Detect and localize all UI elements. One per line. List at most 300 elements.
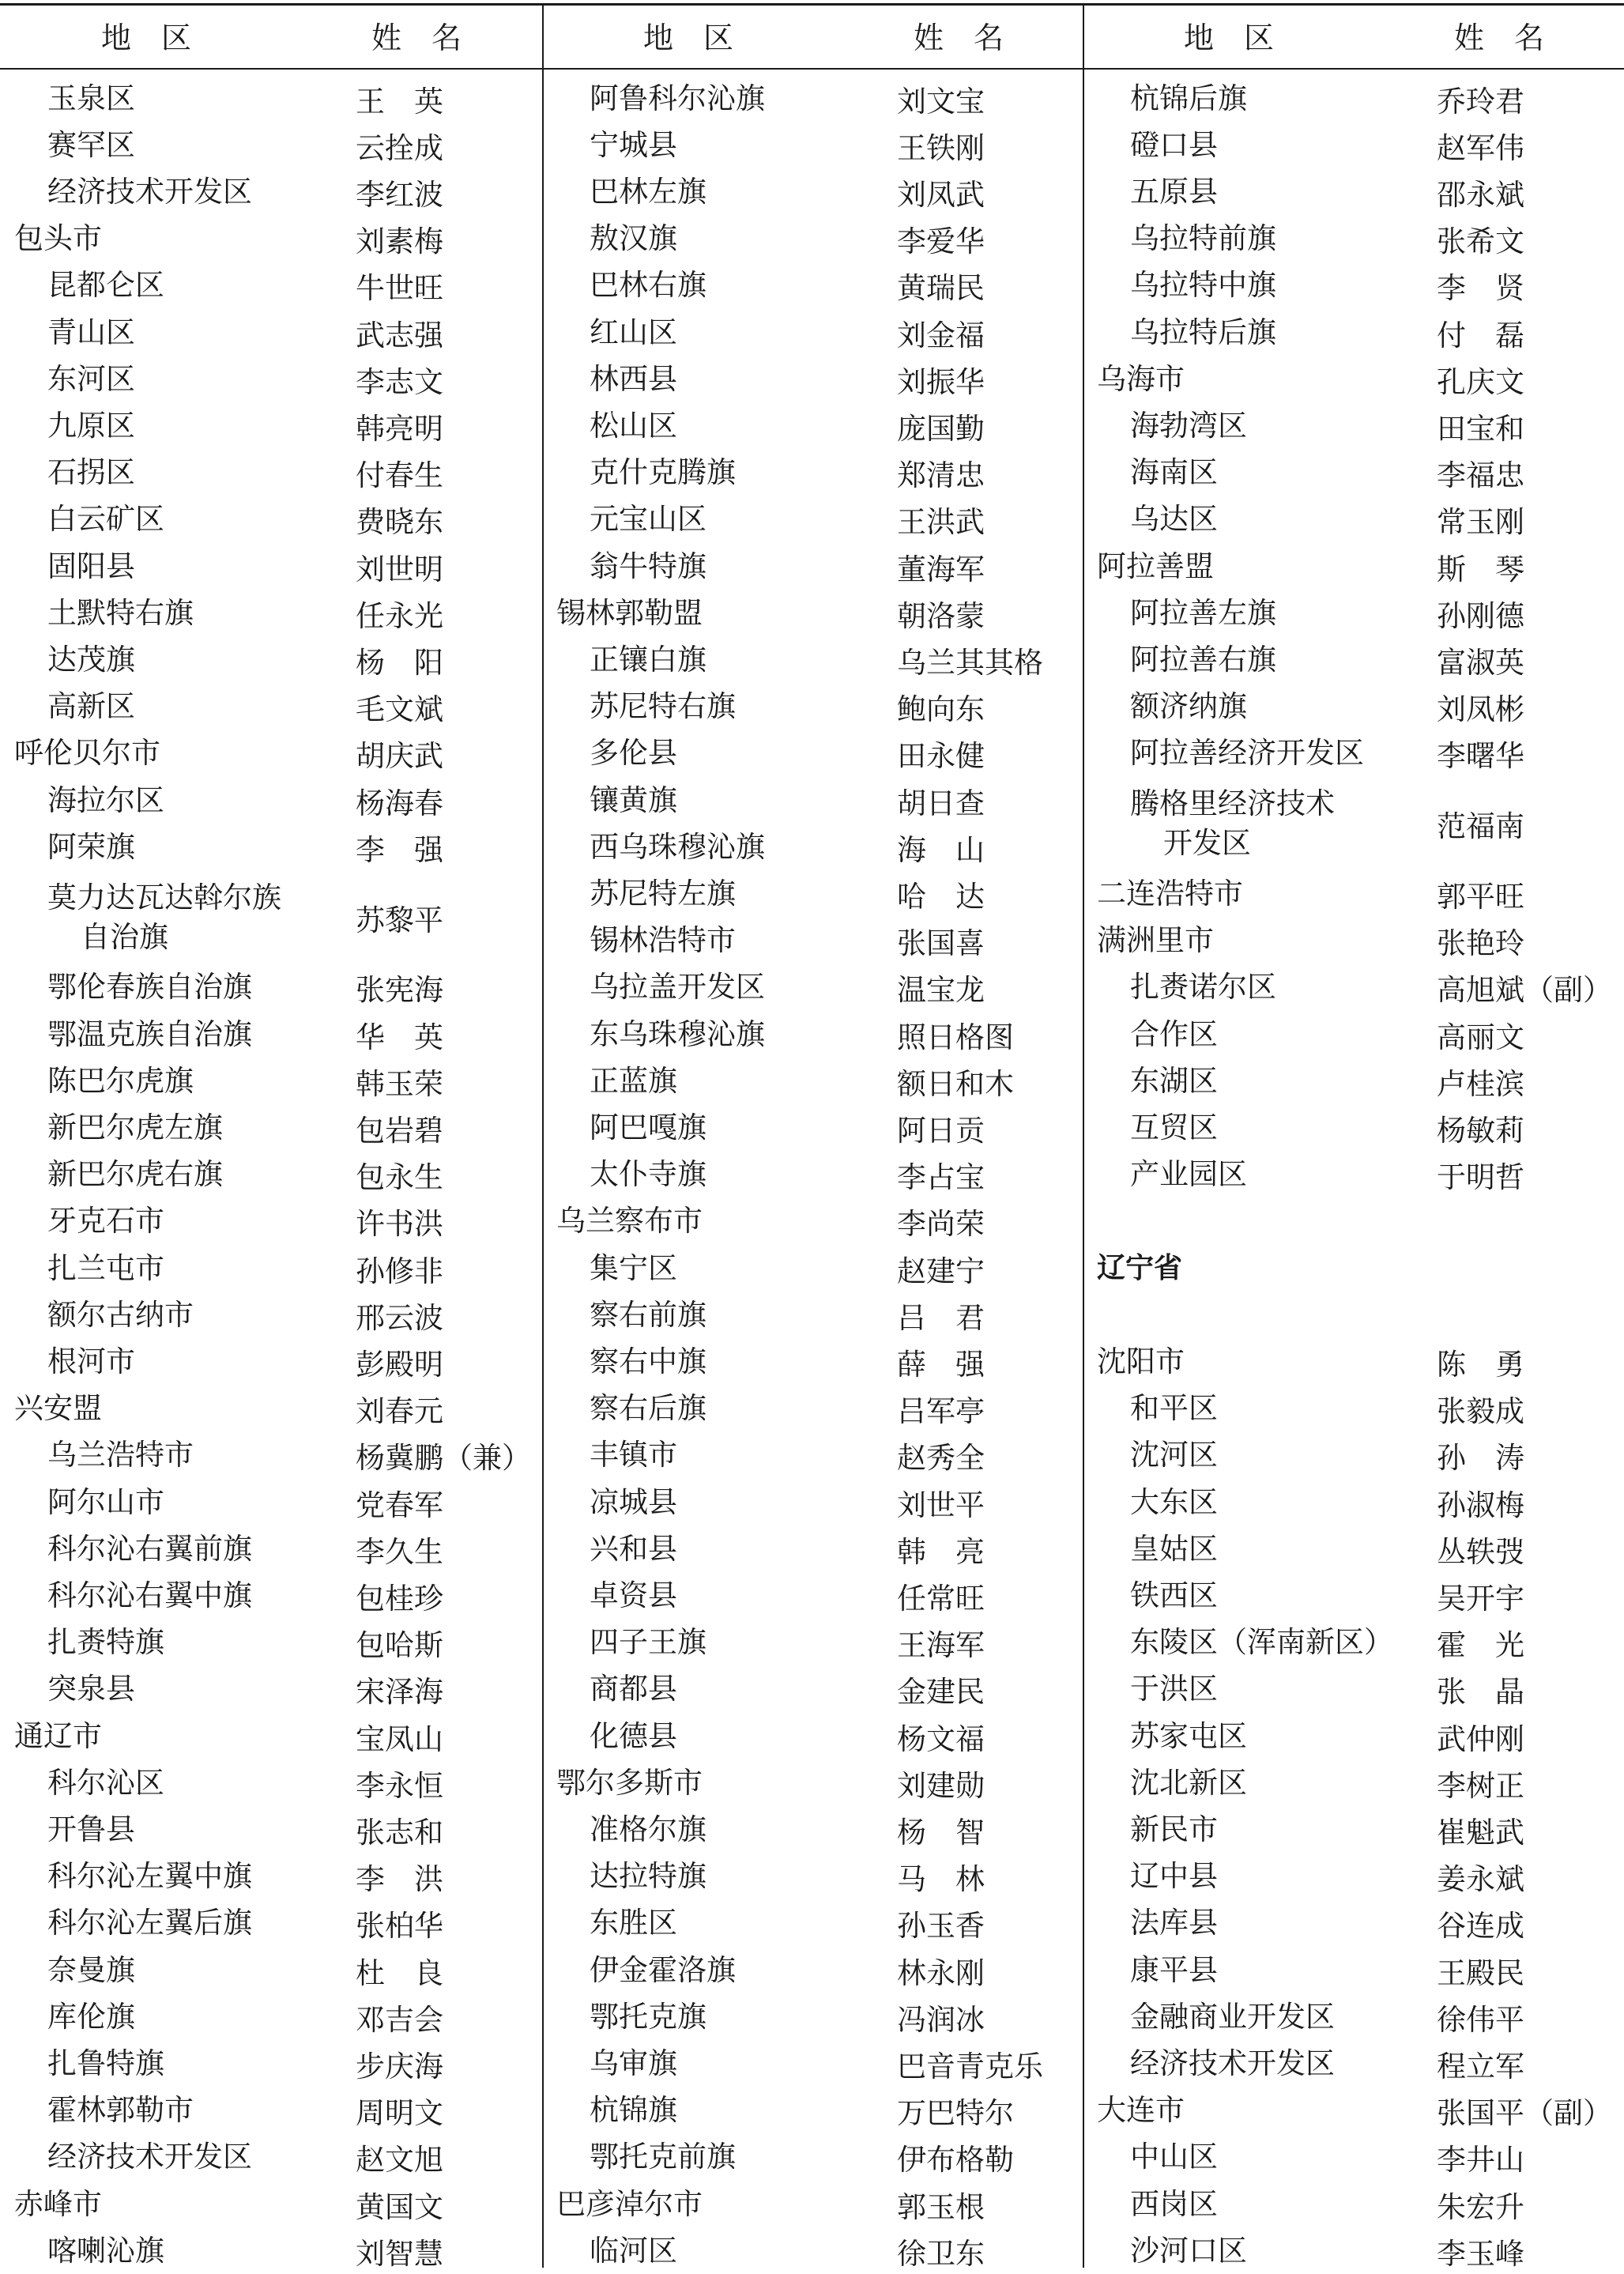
name-cell: 万巴特尔 <box>897 2096 1014 2131</box>
region-cell <box>542 1900 906 1947</box>
table-row <box>1083 1900 1623 1947</box>
region-text: 东湖区 <box>1130 1063 1218 1098</box>
name-cell: 邵永斌 <box>1437 177 1524 212</box>
region-text: 乌审旗 <box>590 2046 677 2080</box>
name-cell: 黄国文 <box>356 2189 443 2224</box>
header-name: 姓 名 <box>1454 21 1545 55</box>
name-cell: 牛世旺 <box>356 271 443 306</box>
region-text: 敖汉旗 <box>590 221 677 256</box>
region-cell <box>0 1806 364 1853</box>
table-row <box>0 964 541 1011</box>
name-cell: 彭殿明 <box>356 1347 443 1382</box>
table-row <box>542 870 1083 917</box>
region-text: 磴口县 <box>1130 127 1218 162</box>
name-cell: 张宪海 <box>356 973 443 1008</box>
region-cell <box>0 168 364 215</box>
region-text: 青山区 <box>47 315 135 349</box>
region-cell <box>1083 216 1446 262</box>
table-row <box>542 402 1083 449</box>
table-row <box>542 824 1083 870</box>
region-cell <box>542 216 906 262</box>
region-text: 乌拉特中旗 <box>1130 268 1276 303</box>
table-row <box>0 2227 541 2274</box>
region-cell <box>1083 636 1446 683</box>
name-cell: 包永生 <box>356 1160 443 1195</box>
region-text: 鄂尔多斯市 <box>556 1765 703 1800</box>
table-row <box>0 1292 541 1338</box>
table-row <box>1083 1338 1623 1385</box>
region-cell <box>542 824 906 870</box>
table-row <box>0 2087 541 2134</box>
region-cell <box>542 75 906 122</box>
table-row <box>542 2040 1083 2087</box>
region-text: 互贸区 <box>1130 1110 1218 1145</box>
name-cell: 王殿民 <box>1437 1955 1524 1990</box>
region-text: 西乌珠穆沁旗 <box>590 829 765 864</box>
region-cell <box>0 2087 364 2134</box>
region-text: 根河市 <box>47 1344 135 1378</box>
name-cell: 王洪武 <box>897 505 985 540</box>
table-row <box>0 1806 541 1853</box>
region-text: 东陵区（浑南新区） <box>1130 1625 1393 1660</box>
table-row <box>1083 1713 1623 1759</box>
region-cell <box>1083 964 1446 1011</box>
name-cell: 黄瑞民 <box>897 271 985 306</box>
region-text: 正蓝旗 <box>590 1063 677 1098</box>
table-row <box>0 1245 541 1292</box>
name-cell: 张毅成 <box>1437 1394 1524 1429</box>
table-row <box>0 1620 541 1666</box>
table-row <box>542 1854 1083 1900</box>
region-text: 四子王旗 <box>590 1625 706 1660</box>
region-cell <box>1083 1666 1446 1713</box>
region-text: 皇姑区 <box>1130 1531 1218 1566</box>
region-cell <box>0 2040 364 2087</box>
table-row <box>1083 450 1623 496</box>
name-cell: 哈 达 <box>897 879 985 914</box>
name-cell: 李久生 <box>356 1534 443 1569</box>
region-cell <box>0 262 364 309</box>
region-text: 科尔沁区 <box>47 1765 164 1800</box>
table-row <box>0 216 541 262</box>
region-text: 大东区 <box>1130 1484 1218 1519</box>
region-cell <box>0 2181 330 2227</box>
table-row <box>0 1104 541 1151</box>
table-row <box>542 1759 1083 1806</box>
region-cell <box>1083 543 1413 590</box>
name-cell: 朝洛蒙 <box>897 598 985 633</box>
region-text: 经济技术开发区 <box>47 174 252 209</box>
table-row <box>0 2134 541 2181</box>
region-text: 额济纳旗 <box>1130 689 1247 724</box>
region-cell <box>1083 1900 1446 1947</box>
name-cell: 张艳玲 <box>1437 926 1524 961</box>
table-row <box>1083 777 1623 870</box>
table-row <box>542 964 1083 1011</box>
region-text: 东河区 <box>47 361 135 396</box>
name-cell: 付春生 <box>356 458 443 493</box>
region-cell <box>0 402 364 449</box>
name-cell: 李树正 <box>1437 1768 1524 1803</box>
table-row <box>542 1338 1083 1385</box>
name-cell: 张国平（副） <box>1437 2096 1612 2131</box>
region-cell <box>542 684 906 730</box>
region-cell <box>1083 1572 1446 1619</box>
region-cell <box>0 309 364 356</box>
name-cell <box>1437 1292 1618 1338</box>
name-cell: 金建民 <box>897 1675 985 1710</box>
section-heading-row <box>1083 1245 1623 1292</box>
region-text: 扎兰屯市 <box>47 1250 164 1285</box>
region-text: 沙河口区 <box>1130 2233 1247 2268</box>
name-cell: 杨海春 <box>356 786 443 820</box>
region-text: 库伦旗 <box>47 1999 135 2034</box>
region-text: 奈曼旗 <box>47 1952 135 1987</box>
region-text: 红山区 <box>590 315 677 349</box>
region-cell <box>0 216 330 262</box>
region-text: 多伦县 <box>590 736 677 771</box>
region-text: 乌兰浩特市 <box>47 1438 194 1473</box>
region-cell <box>0 2134 364 2181</box>
table-row <box>542 496 1083 543</box>
name-cell: 常玉刚 <box>1437 505 1524 540</box>
region-text: 兴安盟 <box>14 1391 102 1426</box>
table-row <box>1083 1993 1623 2040</box>
region-cell <box>1083 590 1446 636</box>
region-text: 赛罕区 <box>47 127 135 162</box>
name-cell: 包岩碧 <box>356 1113 443 1148</box>
name-cell: 刘世平 <box>897 1488 985 1522</box>
region-text: 昆都仑区 <box>47 268 164 303</box>
name-cell: 马 林 <box>897 1862 985 1897</box>
region-text: 苏尼特右旗 <box>590 689 736 724</box>
name-cell: 张柏华 <box>356 1909 443 1944</box>
table-row <box>1083 1104 1623 1151</box>
name-cell: 乔玲君 <box>1437 84 1524 119</box>
name-cell: 杨 智 <box>897 1815 985 1850</box>
name-cell: 李井山 <box>1437 2143 1524 2178</box>
table-row <box>542 636 1083 683</box>
region-text: 鄂温克族自治旗 <box>47 1016 252 1051</box>
region-text: 翁牛特旗 <box>590 549 706 583</box>
region-cell <box>542 1572 906 1619</box>
region-cell <box>0 1947 364 1993</box>
name-cell: 富淑英 <box>1437 645 1524 680</box>
table-row <box>542 2181 1083 2227</box>
name-cell: 孙玉香 <box>897 1909 985 1944</box>
region-text: 克什克腾旗 <box>590 455 736 490</box>
region-cell <box>542 122 906 168</box>
region-cell <box>542 450 906 496</box>
name-cell: 张国喜 <box>897 926 985 961</box>
region-text: 合作区 <box>1130 1016 1218 1051</box>
region-cell <box>0 684 364 730</box>
region-text: 鄂托克旗 <box>590 1999 706 2034</box>
region-cell <box>542 2087 906 2134</box>
region-cell <box>1083 918 1413 964</box>
region-text: 阿鲁科尔沁旗 <box>590 81 765 115</box>
name-cell: 邓吉会 <box>356 2002 443 2037</box>
table-row <box>542 777 1083 824</box>
name-cell: 李爱华 <box>897 224 985 259</box>
table-row <box>542 1900 1083 1947</box>
region-cell <box>0 1620 364 1666</box>
table-row <box>0 824 541 870</box>
region-text: 扎赉诺尔区 <box>1130 970 1276 1005</box>
table-row <box>0 496 541 543</box>
region-text: 卓资县 <box>590 1578 677 1612</box>
name-cell: 高旭斌（副） <box>1437 973 1612 1008</box>
region-text: 辽中县 <box>1130 1859 1218 1894</box>
name-cell: 杜 良 <box>356 1955 443 1990</box>
table-row <box>1083 262 1623 309</box>
region-cell <box>1083 122 1446 168</box>
table-row <box>0 1525 541 1572</box>
region-text: 科尔沁左翼中旗 <box>47 1859 252 1894</box>
name-cell: 陈 勇 <box>1437 1347 1524 1382</box>
region-text: 阿拉善左旗 <box>1130 595 1276 630</box>
name-cell: 徐卫东 <box>897 2236 985 2271</box>
name-cell: 阿日贡 <box>897 1113 985 1148</box>
table-row <box>0 590 541 636</box>
name-cell: 李 强 <box>356 832 443 867</box>
name-cell: 党春军 <box>356 1488 443 1522</box>
name-cell: 田永健 <box>897 739 985 774</box>
region-text: 科尔沁左翼后旗 <box>47 1906 252 1940</box>
table-row <box>0 543 541 590</box>
region-text: 经济技术开发区 <box>47 2140 252 2174</box>
region-cell <box>542 1947 906 1993</box>
table-row <box>542 2134 1083 2181</box>
region-text: 大连市 <box>1097 2093 1185 2128</box>
region-cell <box>542 1620 906 1666</box>
region-cell <box>1083 730 1446 777</box>
name-cell: 范福南 <box>1437 809 1524 844</box>
name-cell: 赵秀全 <box>897 1441 985 1476</box>
table-row <box>1083 684 1623 730</box>
name-cell: 霍 光 <box>1437 1628 1524 1663</box>
table-row <box>542 1620 1083 1666</box>
name-cell: 韩 亮 <box>897 1534 985 1569</box>
region-cell <box>542 1198 872 1245</box>
region-cell <box>0 1245 364 1292</box>
table-row <box>1083 1572 1623 1619</box>
region-text: 杭锦旗 <box>590 2093 677 2128</box>
region-text: 和平区 <box>1130 1391 1218 1426</box>
region-cell <box>542 1525 906 1572</box>
region-cell <box>1083 1152 1446 1198</box>
name-cell: 杨文福 <box>897 1722 985 1756</box>
name-cell: 薛 强 <box>897 1347 985 1382</box>
region-cell <box>1083 1104 1446 1151</box>
name-cell: 刘素梅 <box>356 224 443 259</box>
table-row <box>1083 2134 1623 2181</box>
table-row <box>0 1479 541 1525</box>
region-cell <box>1083 168 1446 215</box>
region-cell <box>0 1292 364 1338</box>
region-cell <box>0 1338 364 1385</box>
name-cell: 刘世明 <box>356 552 443 586</box>
table-row <box>542 450 1083 496</box>
name-cell: 刘智慧 <box>356 2236 443 2271</box>
region-cell <box>542 543 906 590</box>
table-row <box>542 730 1083 777</box>
name-cell: 李志文 <box>356 364 443 399</box>
region-text: 霍林郭勒市 <box>47 2093 194 2128</box>
region-cell <box>542 1854 906 1900</box>
region-cell <box>542 496 906 543</box>
table-row <box>1083 402 1623 449</box>
region-cell <box>542 1993 906 2040</box>
region-text: 凉城县 <box>590 1484 677 1519</box>
region-cell <box>1083 870 1413 917</box>
name-cell: 孙刚德 <box>1437 598 1524 633</box>
name-cell: 冯润冰 <box>897 2002 985 2037</box>
region-text: 巴林右旗 <box>590 268 706 303</box>
table-row <box>1083 543 1623 590</box>
region-cell <box>542 402 906 449</box>
region-cell <box>1083 777 1446 870</box>
region-text: 满洲里市 <box>1097 923 1214 958</box>
table-row <box>542 1806 1083 1853</box>
region-text: 阿巴嘎旗 <box>590 1110 706 1145</box>
region-text: 开鲁县 <box>47 1812 135 1846</box>
region-cell <box>0 1900 364 1947</box>
table-row <box>542 1292 1083 1338</box>
name-cell: 吕 君 <box>897 1300 985 1335</box>
region-text: 九原区 <box>47 408 135 443</box>
region-cell <box>0 636 364 683</box>
table-row <box>542 75 1083 122</box>
table-row <box>0 356 541 402</box>
region-cell <box>542 168 906 215</box>
table-row <box>542 918 1083 964</box>
table-row <box>0 1338 541 1385</box>
region-text: 固阳县 <box>47 549 135 583</box>
table-row <box>542 1479 1083 1525</box>
name-cell: 包桂珍 <box>356 1581 443 1616</box>
region-cell <box>542 1292 906 1338</box>
name-cell: 刘凤彬 <box>1437 692 1524 727</box>
name-cell: 苏黎平 <box>356 903 443 937</box>
name-cell: 王海军 <box>897 1628 985 1663</box>
table-row <box>1083 356 1623 402</box>
region-cell <box>0 1525 364 1572</box>
region-text: 商都县 <box>590 1672 677 1706</box>
region-cell <box>0 1152 364 1198</box>
region-cell <box>1083 2087 1413 2134</box>
region-cell <box>542 262 906 309</box>
table-row <box>0 122 541 168</box>
name-cell: 于明哲 <box>1437 1160 1524 1195</box>
name-cell: 刘文宝 <box>897 84 985 119</box>
table-row <box>0 168 541 215</box>
region-cell <box>542 870 906 917</box>
region-text: 铁西区 <box>1130 1578 1218 1612</box>
region-text: 于洪区 <box>1130 1672 1218 1706</box>
region-cell <box>542 590 872 636</box>
table-row <box>1083 590 1623 636</box>
region-cell <box>0 496 364 543</box>
region-text: 东胜区 <box>590 1906 677 1940</box>
name-cell: 武志强 <box>356 318 443 353</box>
name-cell: 郭平旺 <box>1437 879 1524 914</box>
region-text-continued: 自治旗 <box>81 919 168 954</box>
region-cell <box>0 1666 364 1713</box>
table-row <box>0 1058 541 1104</box>
table-row <box>542 1198 1083 1245</box>
region-cell <box>542 2040 906 2087</box>
name-cell: 卢桂滨 <box>1437 1066 1524 1101</box>
region-text: 陈巴尔虎旗 <box>47 1063 194 1098</box>
table-row <box>1083 1432 1623 1479</box>
table-row <box>0 1759 541 1806</box>
region-text: 白云矿区 <box>47 502 164 537</box>
region-cell <box>1083 1947 1446 1993</box>
name-cell: 张 晶 <box>1437 1675 1524 1710</box>
table-row <box>542 262 1083 309</box>
region-text: 太仆寺旗 <box>590 1157 706 1192</box>
region-text: 阿拉善右旗 <box>1130 642 1276 677</box>
region-text: 阿拉善经济开发区 <box>1130 736 1364 771</box>
region-cell <box>542 1338 906 1385</box>
name-cell: 温宝龙 <box>897 973 985 1008</box>
region-cell <box>0 1759 364 1806</box>
table-row <box>542 1058 1083 1104</box>
region-cell <box>1083 2227 1446 2274</box>
name-cell: 杨 阳 <box>356 645 443 680</box>
name-cell: 孙修非 <box>356 1254 443 1288</box>
table-row <box>1083 1525 1623 1572</box>
name-cell: 武仲刚 <box>1437 1722 1524 1756</box>
name-cell: 赵军伟 <box>1437 130 1524 165</box>
name-cell: 郑清忠 <box>897 458 985 493</box>
table-row <box>0 262 541 309</box>
name-cell: 李永恒 <box>356 1768 443 1803</box>
region-cell <box>1083 1386 1446 1432</box>
name-cell: 董海军 <box>897 552 985 586</box>
region-cell <box>0 777 364 824</box>
region-text: 鄂托克前旗 <box>590 2140 736 2174</box>
table-row <box>1083 496 1623 543</box>
name-cell: 刘凤武 <box>897 177 985 212</box>
section-title <box>1083 1245 1413 1292</box>
name-cell: 李曙华 <box>1437 739 1524 774</box>
table-row <box>0 636 541 683</box>
region-cell <box>0 590 364 636</box>
region-cell <box>0 1713 330 1759</box>
region-text: 锡林浩特市 <box>590 923 736 958</box>
name-cell: 乌兰其其格 <box>897 645 1043 680</box>
table-row <box>542 2227 1083 2274</box>
region-text: 鄂伦春族自治旗 <box>47 970 252 1005</box>
region-cell <box>1083 402 1446 449</box>
name-cell: 海 山 <box>897 832 985 867</box>
region-cell <box>542 1245 906 1292</box>
name-cell: 徐伟平 <box>1437 2002 1524 2037</box>
table-row <box>542 1011 1083 1058</box>
region-cell <box>0 1432 364 1479</box>
name-cell: 任常旺 <box>897 1581 985 1616</box>
region-text: 科尔沁右翼前旗 <box>47 1531 252 1566</box>
column-2 <box>542 0 1083 2271</box>
region-cell <box>0 543 364 590</box>
region-text: 新民市 <box>1130 1812 1218 1846</box>
region-cell <box>1083 2134 1446 2181</box>
region-text: 乌达区 <box>1130 502 1218 537</box>
region-text: 五原县 <box>1130 174 1218 209</box>
table-row <box>1083 964 1623 1011</box>
